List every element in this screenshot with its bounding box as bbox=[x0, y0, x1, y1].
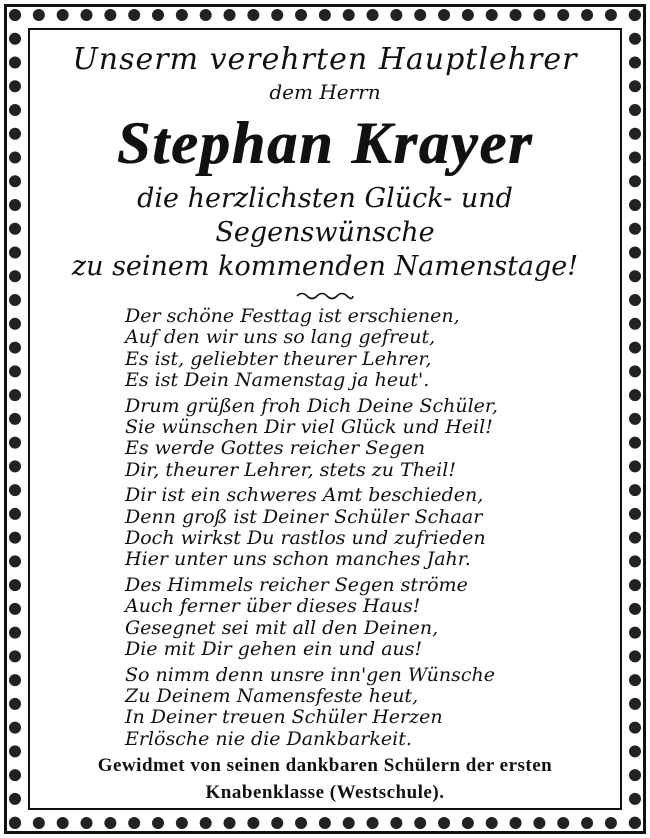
poem-line: Es werde Gottes reicher Segen bbox=[125, 437, 426, 460]
poem-line: Dir, theurer Lehrer, stets zu Theil! bbox=[125, 458, 456, 481]
poem-stanza bbox=[125, 665, 525, 751]
poem-line: Dir ist ein schweres Amt beschieden, bbox=[125, 484, 484, 507]
poem-line: Sie wünschen Dir viel Glück und Heil! bbox=[125, 416, 493, 439]
poem-line: Hier unter uns schon manches Jahr. bbox=[125, 548, 471, 571]
poem-line: Die mit Dir gehen ein und aus! bbox=[125, 638, 423, 661]
poem-line: Erlösche nie die Dankbarkeit. bbox=[125, 727, 412, 750]
poem-line: Zu Deinem Namensfeste heut, bbox=[125, 684, 419, 707]
poem-line: Des Himmels reicher Segen ströme bbox=[125, 573, 468, 596]
header-line-2: dem Herrn bbox=[269, 80, 381, 104]
header-line-3: die herzlichsten Glück- und Segenswünsche bbox=[137, 183, 513, 248]
header-line-1: Unserm verehrten Hauptlehrer bbox=[72, 42, 578, 77]
dedication-line-2: Knabenklasse (Westschule). bbox=[205, 782, 445, 804]
poem-line: Doch wirkst Du rastlos und zufrieden bbox=[125, 527, 486, 550]
poem-line: Auch ferner über dieses Haus! bbox=[125, 595, 421, 618]
poem-line: So nimm denn unsre inn'gen Wünsche bbox=[125, 663, 495, 686]
poem-line: Es ist Dein Namenstag ja heut'. bbox=[125, 369, 430, 392]
poem-line: Drum grüßen froh Dich Deine Schüler, bbox=[125, 394, 498, 417]
header-line-4: zu seinem kommenden Namenstage! bbox=[71, 251, 579, 282]
poem-stanza bbox=[125, 575, 525, 661]
poem-line: Es ist, geliebter theurer Lehrer, bbox=[125, 347, 432, 370]
poem-line: In Deiner treuen Schüler Herzen bbox=[125, 706, 443, 729]
poem bbox=[125, 306, 525, 750]
poem-stanza bbox=[125, 485, 525, 571]
content-area bbox=[32, 40, 618, 806]
poem-line: Gesegnet sei mit all den Deinen, bbox=[125, 616, 439, 639]
dedication-line-1: Gewidmet von seinen dankbaren Schülern der ersten bbox=[97, 755, 553, 777]
honoree-name: Stephan Krayer bbox=[116, 110, 534, 176]
poem-line: Auf den wir uns so lang gefreut, bbox=[125, 326, 436, 349]
squiggle-divider-icon bbox=[295, 290, 355, 302]
poem-line: Der schöne Festtag ist erschienen, bbox=[125, 305, 460, 327]
poem-stanza bbox=[125, 306, 525, 392]
poem-line: Denn groß ist Deiner Schüler Schaar bbox=[125, 505, 483, 528]
poem-stanza bbox=[125, 396, 525, 482]
